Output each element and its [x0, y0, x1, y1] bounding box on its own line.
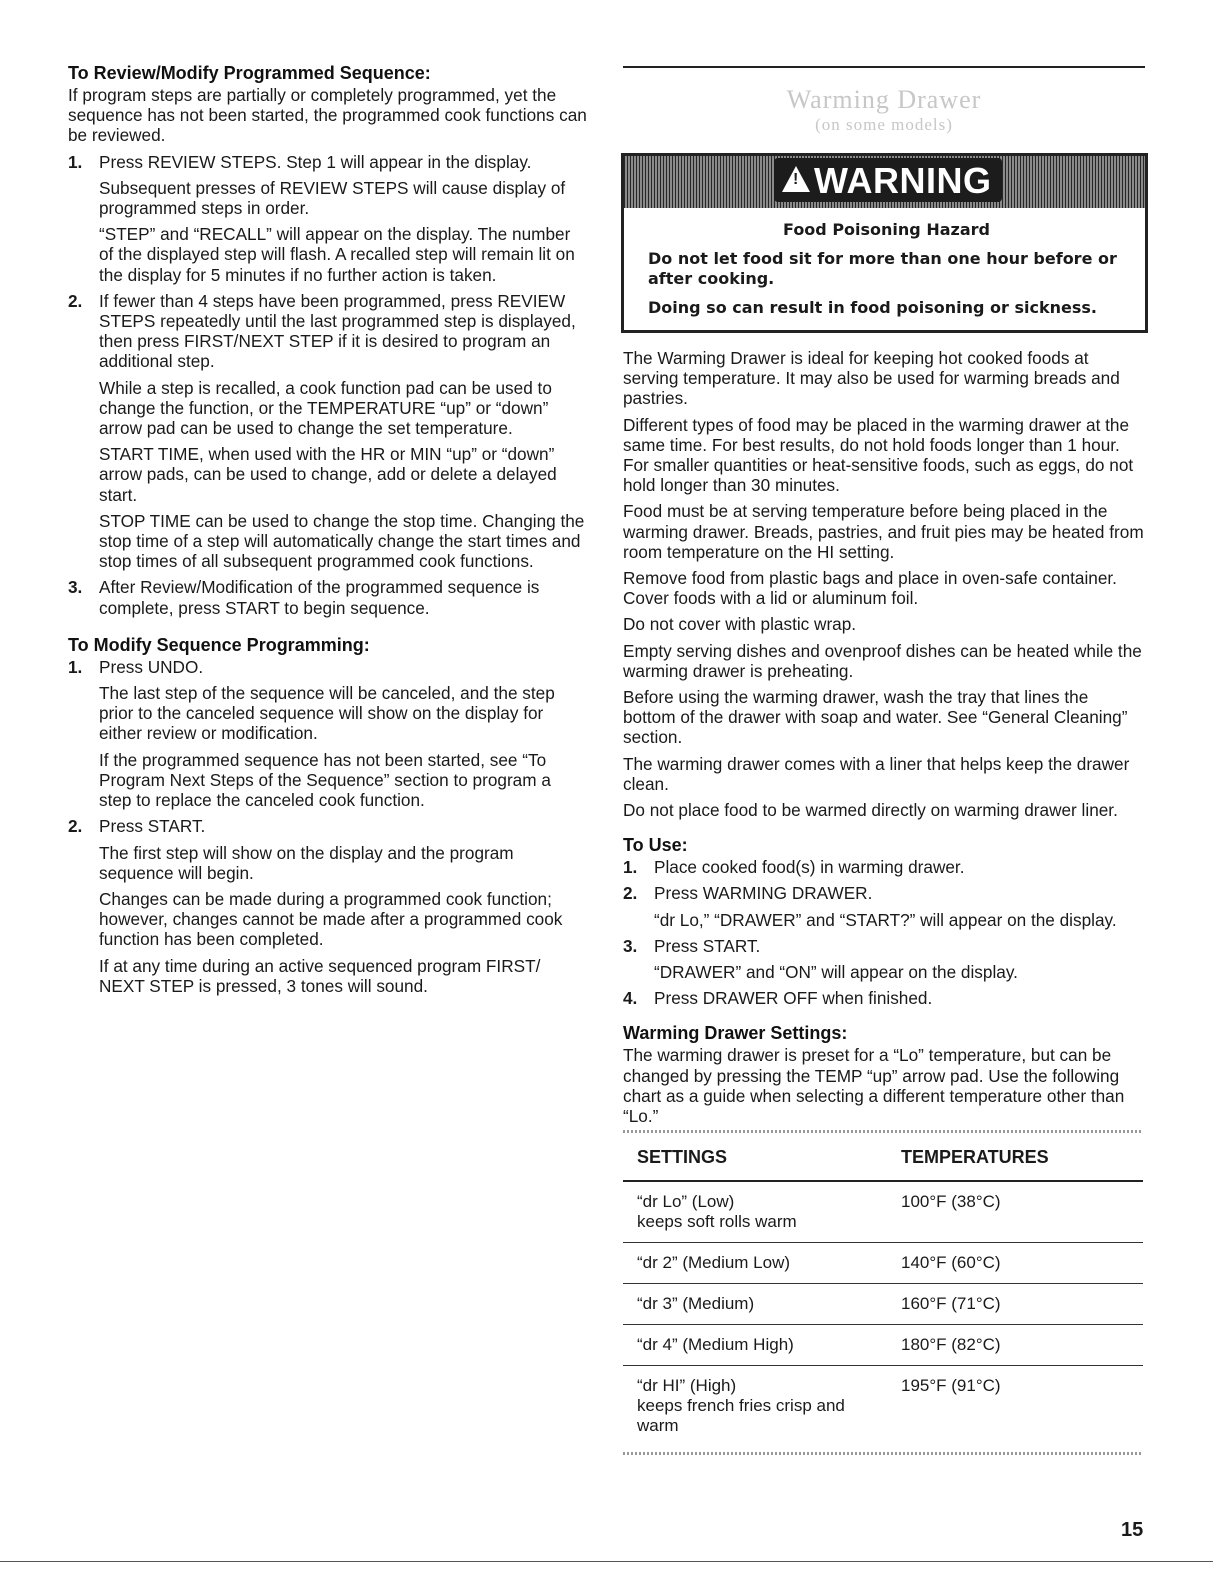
- step-number: 3.: [623, 935, 638, 956]
- column-header-settings: SETTINGS: [623, 1137, 887, 1181]
- review-step-1-para-2: “STEP” and “RECALL” will appear on the display. The number of the displayed step will flash. A recalled step will remain lit on the display for 5 minutes if no further action is taken.: [99, 224, 575, 285]
- step-number: 2.: [68, 290, 83, 311]
- step-number: 4.: [623, 988, 638, 1009]
- step-text: Press START.: [99, 816, 206, 837]
- table-row: [623, 1243, 1143, 1284]
- section-subtitle: (on some models): [815, 115, 953, 134]
- temperature-cell: 195°F (91°C): [901, 1376, 1001, 1396]
- settings-intro: The warming drawer is preset for a “Lo” temperature, but can be changed by pressing the TEMP “up” arrow pad. Use the following chart as a guide when selecting a different temperature other than “Lo.”: [623, 1045, 1125, 1127]
- review-intro: If program steps are partially or completely programmed, yet the sequence has not been started, the programmed cook functions can be reviewed.: [68, 85, 587, 146]
- setting-cell: [623, 1284, 887, 1325]
- table-row: [623, 1181, 1143, 1243]
- review-heading: To Review/Modify Programmed Sequence:: [68, 63, 431, 83]
- warning-hazard: Food Poisoning Hazard: [783, 220, 990, 239]
- modify-step-2: [68, 816, 588, 836]
- setting-cell: [623, 1366, 887, 1451]
- step-text: Press START.: [654, 935, 761, 956]
- drawer-para-7: Before using the warming drawer, wash the tray that lines the bottom of the drawer with soap and water. See “General Cleaning” section.: [623, 687, 1128, 748]
- settings-heading: Warming Drawer Settings:: [623, 1023, 848, 1044]
- table-row: [623, 1325, 1143, 1366]
- drawer-para-8: The warming drawer comes with a liner that helps keep the drawer clean.: [623, 753, 1130, 794]
- column-header-temperatures: TEMPERATURES: [887, 1137, 1143, 1181]
- warning-line-2: Doing so can result in food poisoning or sickness.: [648, 298, 1097, 317]
- setting-note: keeps french fries crisp and warm: [637, 1396, 845, 1436]
- warning-badge: [774, 158, 1002, 202]
- top-rule: [623, 66, 1145, 68]
- review-step-2-para-2: START TIME, when used with the HR or MIN “up” or “down” arrow pads, can be used to change, add or delete a delayed start.: [99, 444, 557, 505]
- left-column: [68, 62, 588, 1002]
- review-step-3: [68, 577, 588, 617]
- table-row: [623, 1366, 1143, 1451]
- setting-cell: [623, 1181, 887, 1243]
- step-text: Press REVIEW STEPS. Step 1 will appear in the display.: [99, 151, 532, 172]
- warning-body: [624, 208, 1145, 330]
- step-number: 2.: [623, 883, 638, 904]
- warning-label: WARNING: [814, 160, 992, 201]
- warning-triangle-icon: !: [782, 166, 810, 192]
- warning-banner: [624, 156, 1145, 208]
- step-number: 1.: [68, 656, 83, 677]
- warning-box: [621, 153, 1148, 333]
- setting-name: “dr HI” (High): [637, 1376, 737, 1396]
- drawer-para-2: Different types of food may be placed in the warming drawer at the same time. For best results, do not hold foods longer than 1 hour. For smaller quantities or heat-sensitive foods, such as eggs, do not hold longer than 30 minutes.: [623, 414, 1134, 496]
- right-column: [623, 66, 1145, 1455]
- touse-step-1: [623, 857, 1145, 877]
- step-number: 3.: [68, 577, 83, 598]
- temperature-cell: 100°F (38°C): [887, 1181, 1143, 1243]
- touse-step-4: [623, 988, 1145, 1008]
- setting-name: “dr 4” (Medium High): [637, 1335, 794, 1355]
- modify-step-1-para-1: The last step of the sequence will be canceled, and the step prior to the canceled sequence will show on the display for either review or modification.: [99, 683, 555, 744]
- drawer-para-6: Empty serving dishes and ovenproof dishes can be heated while the warming drawer is preheating.: [623, 640, 1142, 681]
- step-number: 1.: [623, 857, 638, 878]
- temperature-cell: 160°F (71°C): [887, 1284, 1143, 1325]
- table-row: [623, 1284, 1143, 1325]
- temperature-cell: 140°F (60°C): [887, 1243, 1143, 1284]
- step-text: Press DRAWER OFF when finished.: [654, 988, 933, 1009]
- step-text: Press WARMING DRAWER.: [654, 883, 873, 904]
- drawer-para-5: Do not cover with plastic wrap.: [623, 614, 857, 635]
- touse-step-2-para: “dr Lo,” “DRAWER” and “START?” will appear on the display.: [654, 909, 1117, 930]
- section-title: Warming Drawer: [786, 85, 982, 114]
- bottom-rule: [0, 1561, 1213, 1562]
- setting-name: “dr 2” (Medium Low): [637, 1253, 791, 1273]
- drawer-para-3: Food must be at serving temperature before being placed in the warming drawer. Breads, pastries, and fruit pies may be heated from room temperature on the HI setting.: [623, 501, 1144, 562]
- setting-cell: [623, 1243, 887, 1284]
- temperature-cell: 180°F (82°C): [887, 1325, 1143, 1366]
- modify-step-2-para-3: If at any time during an active sequenced program FIRST/ NEXT STEP is pressed, 3 tones will sound.: [99, 955, 541, 996]
- step-number: 2.: [68, 816, 83, 837]
- step-text: Place cooked food(s) in warming drawer.: [654, 857, 965, 878]
- touse-heading: To Use:: [623, 835, 688, 856]
- page-number: 15: [1121, 1519, 1144, 1541]
- review-step-2: [68, 291, 588, 372]
- review-step-1-para-1: Subsequent presses of REVIEW STEPS will cause display of programmed steps in order.: [99, 177, 566, 219]
- setting-note: keeps soft rolls warm: [637, 1212, 797, 1232]
- setting-name: “dr Lo” (Low): [637, 1192, 735, 1212]
- step-number: 1.: [68, 151, 83, 172]
- setting-cell: [623, 1325, 887, 1366]
- touse-step-3-para: “DRAWER” and “ON” will appear on the display.: [654, 962, 1018, 983]
- dotted-rule-bottom: [623, 1452, 1143, 1455]
- setting-name: “dr 3” (Medium): [637, 1294, 755, 1314]
- modify-step-1: [68, 657, 588, 677]
- modify-step-1-para-2: If the programmed sequence has not been started, see “To Program Next Steps of the Sequence” section to program a step to replace the canceled cook function.: [99, 749, 551, 811]
- dotted-rule-top: [623, 1130, 1143, 1133]
- review-step-2-para-3: STOP TIME can be used to change the stop time. Changing the stop time of a step will automatically change the start times and stop times of all subsequent programmed cook functions.: [99, 510, 585, 572]
- modify-heading: To Modify Sequence Programming:: [68, 634, 370, 655]
- drawer-para-9: Do not place food to be warmed directly on warming drawer liner.: [623, 800, 1118, 821]
- step-text: After Review/Modification of the programmed sequence is complete, press START to begin sequence.: [99, 577, 540, 618]
- settings-table: [623, 1137, 1143, 1450]
- step-text: If fewer than 4 steps have been programmed, press REVIEW STEPS repeatedly until the last programmed step is displayed, then press FIRST/NEXT STEP if it is desired to program an additional step.: [99, 290, 576, 372]
- drawer-para-4: Remove food from plastic bags and place in oven-safe container. Cover foods with a lid or aluminum foil.: [623, 568, 1117, 609]
- review-step-1: [68, 152, 588, 172]
- warning-line-1: Do not let food sit for more than one hour before or after cooking.: [648, 249, 1117, 288]
- touse-step-2: [623, 883, 1145, 903]
- touse-step-3: [623, 936, 1145, 956]
- drawer-para-1: The Warming Drawer is ideal for keeping hot cooked foods at serving temperature. It may also be used for warming breads and pastries.: [623, 348, 1120, 409]
- modify-step-2-para-1: The first step will show on the display and the program sequence will begin.: [99, 842, 514, 883]
- table-header-row: [623, 1137, 1143, 1181]
- review-step-2-para-1: While a step is recalled, a cook function pad can be used to change the function, or the TEMPERATURE “up” or “down” arrow pad can be used to change the set temperature.: [99, 377, 552, 439]
- step-text: Press UNDO.: [99, 656, 204, 677]
- modify-step-2-para-2: Changes can be made during a programmed cook function; however, changes cannot be made after a programmed cook function has been completed.: [99, 888, 563, 950]
